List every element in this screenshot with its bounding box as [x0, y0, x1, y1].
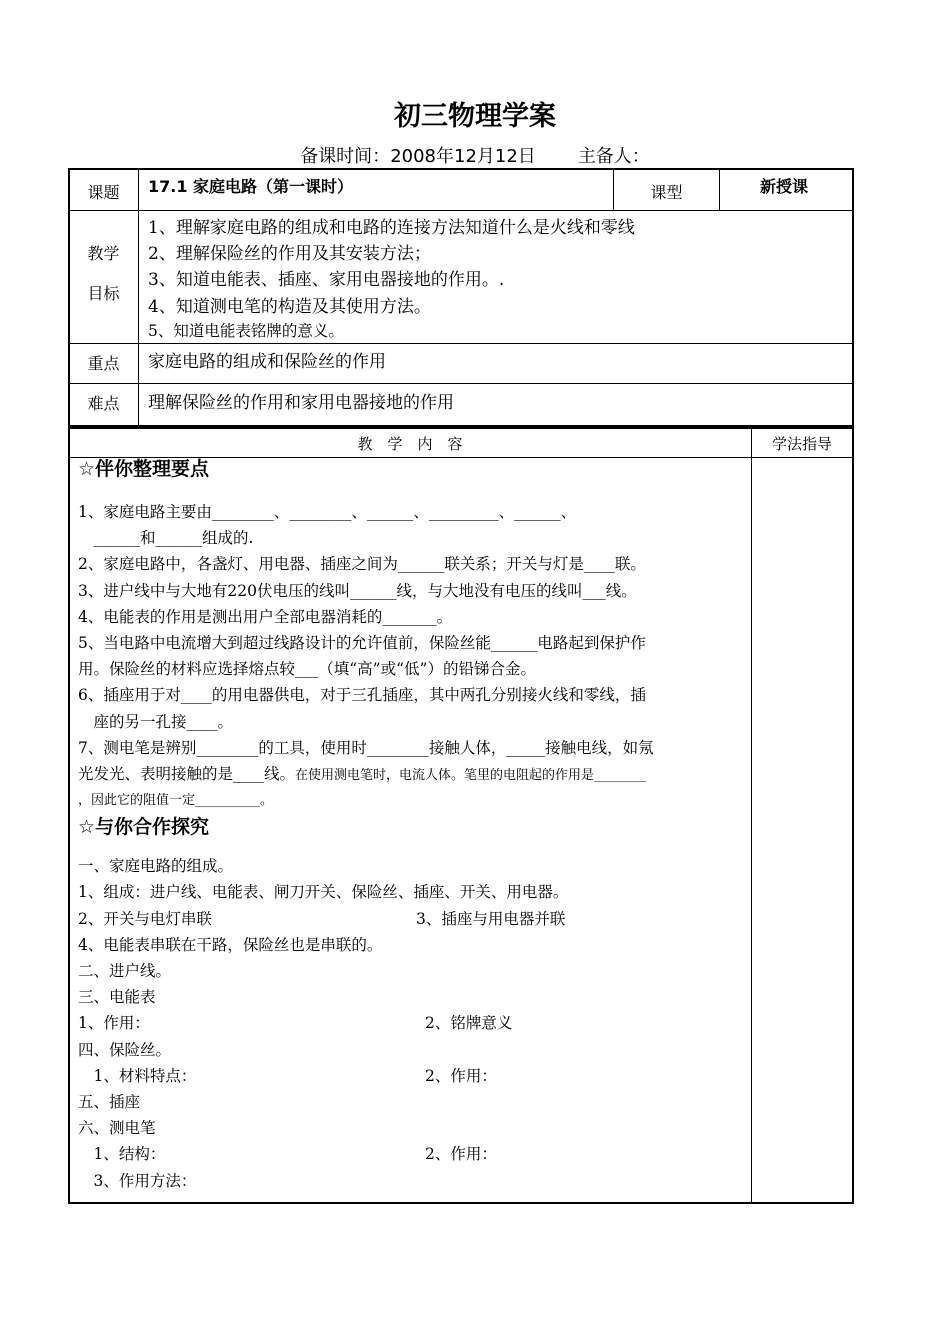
objective-item: 4、知道测电笔的构造及其使用方法。 [148, 297, 431, 317]
inquiry-line: 三、电能表 [78, 988, 156, 1007]
objectives-label-2: 目标 [87, 284, 120, 303]
exercise-line-part: 在使用测电笔时，电流人体。笔里的电阻起的作用是________ [295, 768, 647, 784]
objectives-label-1: 教学 [87, 244, 120, 263]
exercise-line [78, 761, 744, 789]
inquiry-item: 2、开关与电灯串联 [78, 909, 212, 928]
exercise-line: 6、插座用于对____的用电器供电，对于三孔插座，其中两孔分别接火线和零线，插 [78, 686, 646, 705]
exercise-line: 5、当电路中电流增大到超过线路设计的允许值前，保险丝能______电路起到保护作 [78, 634, 646, 653]
inquiry-line: 四、保险丝。 [78, 1040, 172, 1059]
inquiry-item: 1、材料特点： [78, 1066, 197, 1085]
section-heading: ☆与你合作探究 [78, 816, 210, 839]
inquiry-item: 2、铭牌意义 [425, 1014, 513, 1033]
inquiry-item: 2、作用： [425, 1066, 497, 1085]
key-point-label: 重点 [87, 354, 120, 373]
inquiry-line: 六、测电笔 [78, 1119, 156, 1138]
inquiry-line: 4、电能表串联在干路，保险丝也是串联的。 [78, 935, 383, 954]
exercise-line: ，因此它的阻值一定__________。 [78, 793, 274, 809]
difficulty-text: 理解保险丝的作用和家用电器接地的作用 [148, 393, 454, 413]
inquiry-line [78, 906, 744, 932]
preparer-label: 主备人： [577, 146, 650, 167]
topic-label: 课题 [87, 183, 120, 202]
inquiry-line [78, 1010, 744, 1036]
exercise-line: 7、测电笔是辨别________的工具，使用时________接触人体，_____接触电线，如氖 [78, 738, 654, 757]
objective-item: 3、知道电能表、插座、家用电器接地的作用。. [148, 270, 505, 290]
section-heading: ☆伴你整理要点 [78, 458, 210, 480]
inquiry-line: 一、家庭电路的组成。 [78, 857, 234, 876]
content-body [78, 455, 744, 1194]
objective-item: 1、理解家庭电路的组成和电路的连接方法知道什么是火线和零线 [148, 218, 635, 238]
inquiry-line: 五、插座 [78, 1093, 141, 1112]
lesson-topic: 17.1 家庭电路（第一课时） [148, 177, 354, 196]
lesson-type: 新授课 [760, 177, 809, 196]
lesson-date: 2008年12月12日 [390, 146, 536, 167]
inquiry-line [78, 1063, 744, 1089]
exercise-line: 1、家庭电路主要由________、________、______、_________、______、 [78, 503, 577, 521]
inquiry-line [78, 1141, 744, 1167]
inquiry-line: 1、组成：进户线、电能表、闸刀开关、保险丝、插座、开关、用电器。 [78, 883, 569, 902]
info-row-divider-1 [69, 210, 853, 211]
page-title: 初三物理学案 [394, 101, 556, 132]
objective-item: 2、理解保险丝的作用及其安装方法； [148, 244, 431, 264]
exercise-line: ______和______组成的. [78, 529, 254, 548]
method-col-divider [751, 428, 752, 1203]
inquiry-line: 二、进户线。 [78, 962, 172, 981]
exercise-line: 4、电能表的作用是测出用户全部电器消耗的_______。 [78, 607, 453, 626]
objective-item: 5、知道电能表铭牌的意义。 [148, 322, 344, 340]
exercise-line: 2、家庭电路中，各盏灯、用电器、插座之间为______联关系；开关与灯是____联。 [78, 555, 646, 574]
exercise-line: 3、进户线中与大地有220伏电压的线叫______线，与大地没有电压的线叫___线。 [78, 581, 637, 600]
inquiry-item: 1、结构： [78, 1145, 166, 1164]
lesson-info [0, 142, 950, 168]
info-row-divider-3 [69, 383, 853, 384]
info-row-divider-2 [69, 343, 853, 344]
exercise-line-part: 光发光、表明接触的是____线。 [78, 765, 296, 784]
method-column-header: 学法指导 [771, 435, 832, 453]
exercise-line: 座的另一孔接____。 [78, 712, 234, 731]
inquiry-line: 3、作用方法： [78, 1171, 197, 1190]
inquiry-item: 2、作用： [425, 1145, 497, 1164]
key-point-text: 家庭电路的组成和保险丝的作用 [148, 352, 386, 372]
info-col-divider [138, 169, 139, 426]
inquiry-item: 3、插座与用电器并联 [416, 909, 566, 928]
type-label: 课型 [650, 183, 683, 202]
exercise-line: 用。保险丝的材料应选择熔点较___（填“高”或“低”）的铅锑合金。 [78, 660, 536, 679]
type-col-divider-2 [719, 169, 720, 210]
content-column-header: 教 学 内 容 [357, 435, 463, 453]
inquiry-item: 1、作用： [78, 1014, 150, 1033]
difficulty-label: 难点 [87, 394, 120, 413]
date-label: 备课时间： [300, 146, 391, 167]
